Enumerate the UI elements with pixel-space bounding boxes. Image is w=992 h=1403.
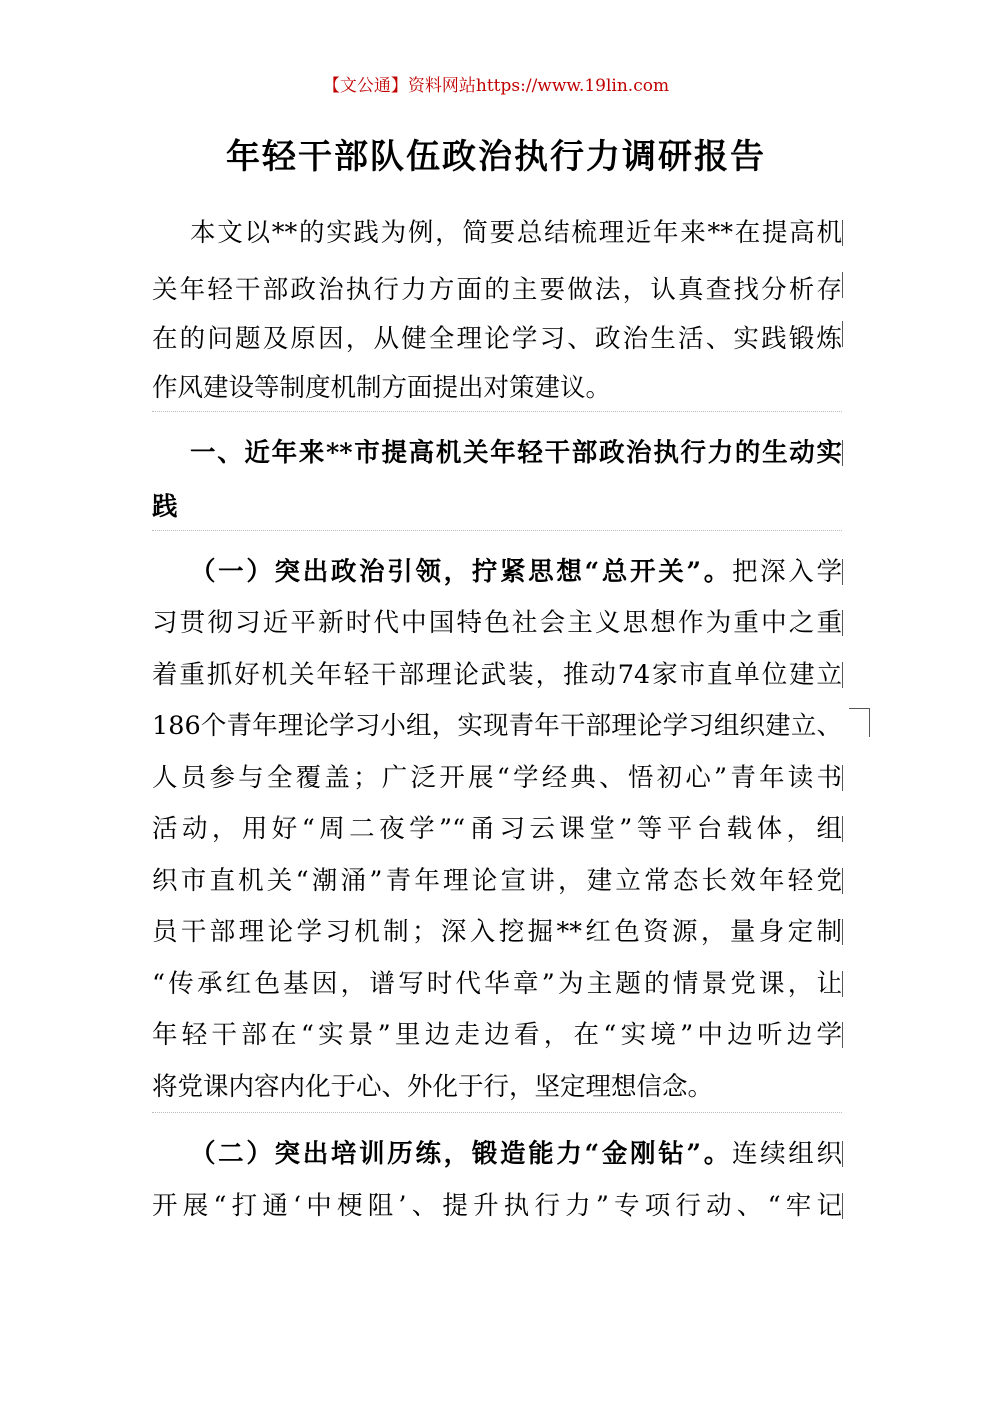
margin-marker: [842, 816, 843, 842]
text-boundary-line: [152, 411, 842, 412]
subsection-2-line: 开展“打通‘中梗阻’、提升执行力”专项行动、“牢记: [152, 1191, 842, 1221]
subsection-1-line: 员干部理论学习机制；深入挖掘**红色资源，量身定制: [152, 917, 842, 947]
margin-marker: [842, 868, 843, 894]
subsection-1-line: 人员参与全覆盖；广泛开展“学经典、悟初心”青年读书: [152, 763, 842, 793]
section-heading-line-1: 一、近年来**市提高机关年轻干部政治执行力的生动实: [190, 438, 842, 468]
subsection-1-lead-text: 把深入学: [731, 557, 842, 587]
subsection-1-line: 186个青年理论学习小组，实现青年干部理论学习组织建立、: [152, 711, 842, 741]
subsection-1-line: 活动，用好“周二夜学”“甬习云课堂”等平台载体，组: [152, 814, 842, 844]
intro-line-2: 关年轻干部政治执行力方面的主要做法，认真查找分析存: [152, 275, 842, 305]
subsection-1-first-line: [190, 549, 842, 595]
margin-marker: [842, 321, 843, 347]
subsection-1-line: “传承红色基因，谱写时代华章”为主题的情景党课，让: [152, 969, 842, 999]
subsection-1-line: 织市直机关“潮涌”青年理论宣讲，建立常态长效年轻党: [152, 866, 842, 896]
subsection-2-first-line: [190, 1131, 842, 1177]
margin-marker: [842, 919, 843, 945]
margin-marker: [842, 1141, 843, 1167]
intro-line-4: 作风建设等制度机制方面提出对策建议。: [152, 373, 612, 403]
margin-marker: [842, 1022, 843, 1048]
subsection-2-heading: （二）突出培训历练，锻造能力“金刚钻”。: [190, 1139, 732, 1169]
margin-marker: [842, 1193, 843, 1219]
subsection-2-lead-text: 连续组织: [731, 1139, 842, 1169]
text-boundary-line: [152, 530, 842, 531]
site-watermark-header: 【文公通】资料网站https://www.19lin.com: [322, 76, 670, 96]
margin-marker: [842, 272, 843, 298]
subsection-1-line: 将党课内容内化于心、外化于行，坚定理想信念。: [152, 1072, 714, 1102]
margin-marker: [842, 559, 843, 585]
document-title: 年轻干部队伍政治执行力调研报告: [226, 137, 766, 177]
text-boundary-line: [152, 1112, 842, 1113]
margin-marker: [842, 220, 843, 246]
margin-marker: [842, 662, 843, 688]
margin-marker: [842, 610, 843, 636]
margin-marker: [842, 971, 843, 997]
overflow-corner-marker: [849, 708, 870, 737]
margin-marker: [842, 440, 843, 466]
intro-line-3: 在的问题及原因，从健全理论学习、政治生活、实践锻炼: [152, 324, 842, 354]
section-heading-line-2: 践: [152, 492, 178, 522]
intro-line-1: 本文以**的实践为例，简要总结梳理近年来**在提高机: [190, 218, 842, 248]
subsection-1-line: 年轻干部在“实景”里边走边看，在“实境”中边听边学: [152, 1020, 842, 1050]
subsection-1-line: 习贯彻习近平新时代中国特色社会主义思想作为重中之重: [152, 608, 842, 638]
subsection-1-heading: （一）突出政治引领，拧紧思想“总开关”。: [190, 557, 732, 587]
margin-marker: [842, 765, 843, 791]
subsection-1-line: 着重抓好机关年轻干部理论武装，推动74家市直单位建立: [152, 660, 842, 690]
